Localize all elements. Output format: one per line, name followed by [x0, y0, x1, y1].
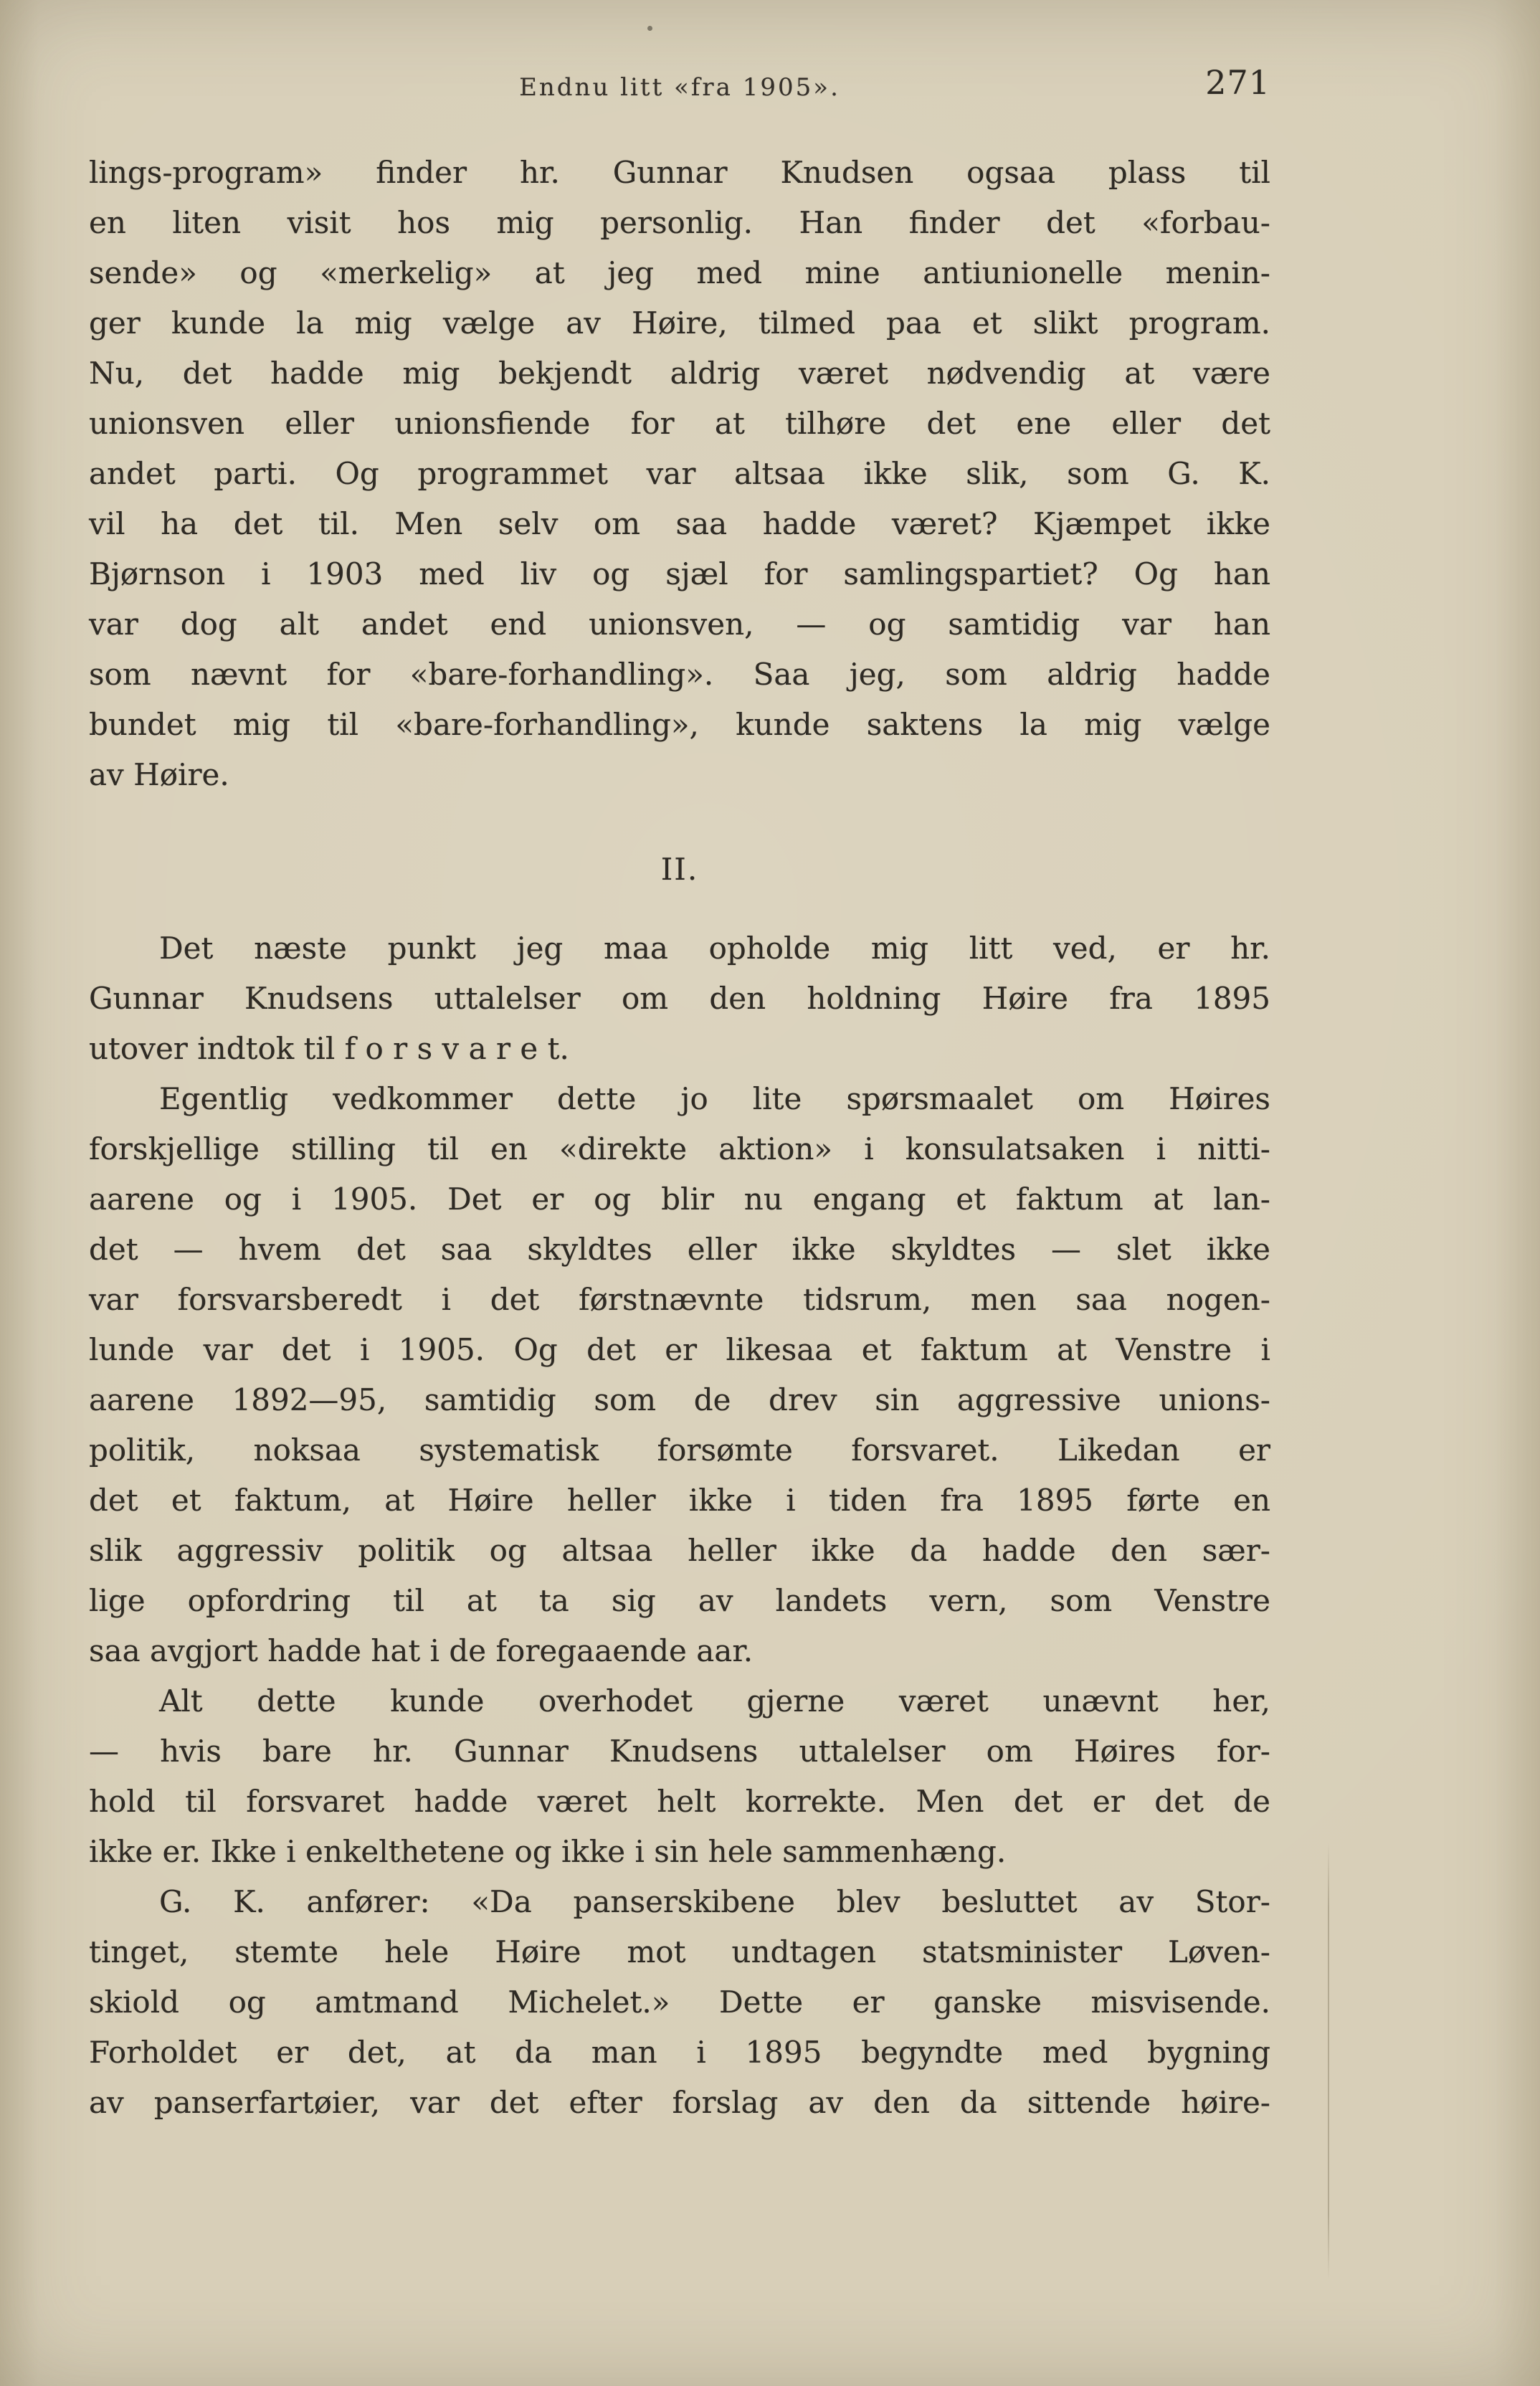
text-line: tinget, stemte hele Høire mot undtagen statsminister Løven-	[89, 1934, 1270, 1969]
page-header	[89, 63, 1270, 115]
text-line: bundet mig til «bare-forhandling», kunde saktens la mig vælge	[89, 707, 1270, 742]
paragraph	[89, 1676, 1270, 1877]
text-line: det — hvem det saa skyldtes eller ikke skyldtes — slet ikke	[89, 1232, 1270, 1267]
text-line: politik, noksaa systematisk forsømte forsvaret. Likedan er	[89, 1432, 1270, 1468]
paragraph	[89, 1877, 1270, 2128]
paragraph	[89, 1074, 1270, 1676]
text-line: utover indtok til f o r s v a r e t.	[89, 1031, 569, 1066]
text-line: lunde var det i 1905. Og det er likesaa et faktum at Venstre i	[89, 1332, 1270, 1367]
paper-speck	[647, 26, 652, 31]
text-line: andet parti. Og programmet var altsaa ikke slik, som G. K.	[89, 456, 1270, 491]
text-line: lings-program» finder hr. Gunnar Knudsen ogsaa plass til	[89, 155, 1270, 190]
text-line: en liten visit hos mig personlig. Han finder det «forbau-	[89, 205, 1270, 240]
text-line: var forsvarsberedt i det førstnævnte tidsrum, men saa nogen-	[89, 1282, 1270, 1317]
text-line: aarene 1892—95, samtidig som de drev sin aggressive unions-	[89, 1382, 1270, 1417]
text-line: Det næste punkt jeg maa opholde mig litt ved, er hr.	[159, 931, 1270, 966]
paragraph	[89, 923, 1270, 1074]
text-line: G. K. anfører: «Da panserskibene blev besluttet av Stor-	[159, 1884, 1270, 1919]
text-line: forskjellige stilling til en «direkte aktion» i konsulatsaken i nitti-	[89, 1131, 1270, 1166]
text-line: saa avgjort hadde hat i de foregaaende aar.	[89, 1633, 754, 1668]
text-line: av panserfartøier, var det efter forslag av den da sittende høire-	[89, 2085, 1270, 2120]
text-line: som nævnt for «bare-forhandling». Saa jeg, som aldrig hadde	[89, 657, 1270, 692]
text-line: Alt dette kunde overhodet gjerne været unævnt her,	[159, 1683, 1270, 1719]
text-line: var dog alt andet end unionsven, — og samtidig var han	[89, 607, 1270, 642]
text-line: det et faktum, at Høire heller ikke i tiden fra 1895 førte en	[89, 1483, 1270, 1518]
text-line: Egentlig vedkommer dette jo lite spørsmaalet om Høires	[159, 1081, 1270, 1116]
text-line: sende» og «merkelig» at jeg med mine antiunionelle menin-	[89, 255, 1270, 290]
text-line: ikke er. Ikke i enkelthetene og ikke i sin hele sammenhæng.	[89, 1834, 1007, 1869]
page-crease	[1328, 1843, 1329, 2280]
text-line: hold til forsvaret hadde været helt korrekte. Men det er det de	[89, 1784, 1270, 1819]
text-line: Gunnar Knudsens uttalelser om den holdning Høire fra 1895	[89, 981, 1270, 1016]
text-line: Forholdet er det, at da man i 1895 begyndte med bygning	[89, 2035, 1270, 2070]
text-line: Bjørnson i 1903 med liv og sjæl for samlingspartiet? Og han	[89, 556, 1270, 591]
text-line: skiold og amtmand Michelet.» Dette er ganske misvisende.	[89, 1985, 1270, 2020]
text-line: vil ha det til. Men selv om saa hadde været? Kjæmpet ikke	[89, 506, 1270, 541]
text-line: ger kunde la mig vælge av Høire, tilmed paa et slikt program.	[89, 305, 1270, 341]
text-line: aarene og i 1905. Det er og blir nu engang et faktum at lan-	[89, 1182, 1270, 1217]
page-body	[89, 148, 1270, 2128]
running-title: Endnu litt «fra 1905».	[519, 73, 840, 102]
paragraph	[89, 148, 1270, 800]
page-number: 271	[1205, 63, 1270, 102]
text-line: lige opfordring til at ta sig av landets vern, som Venstre	[89, 1583, 1270, 1618]
text-line: slik aggressiv politik og altsaa heller ikke da hadde den sær-	[89, 1533, 1270, 1568]
text-line: Nu, det hadde mig bekjendt aldrig været nødvendig at være	[89, 356, 1270, 391]
text-line: av Høire.	[89, 757, 229, 792]
text-line: — hvis bare hr. Gunnar Knudsens uttalelser om Høires for-	[89, 1734, 1270, 1769]
text-line: unionsven eller unionsfiende for at tilhøre det ene eller det	[89, 406, 1270, 441]
section-heading: II.	[660, 852, 699, 887]
